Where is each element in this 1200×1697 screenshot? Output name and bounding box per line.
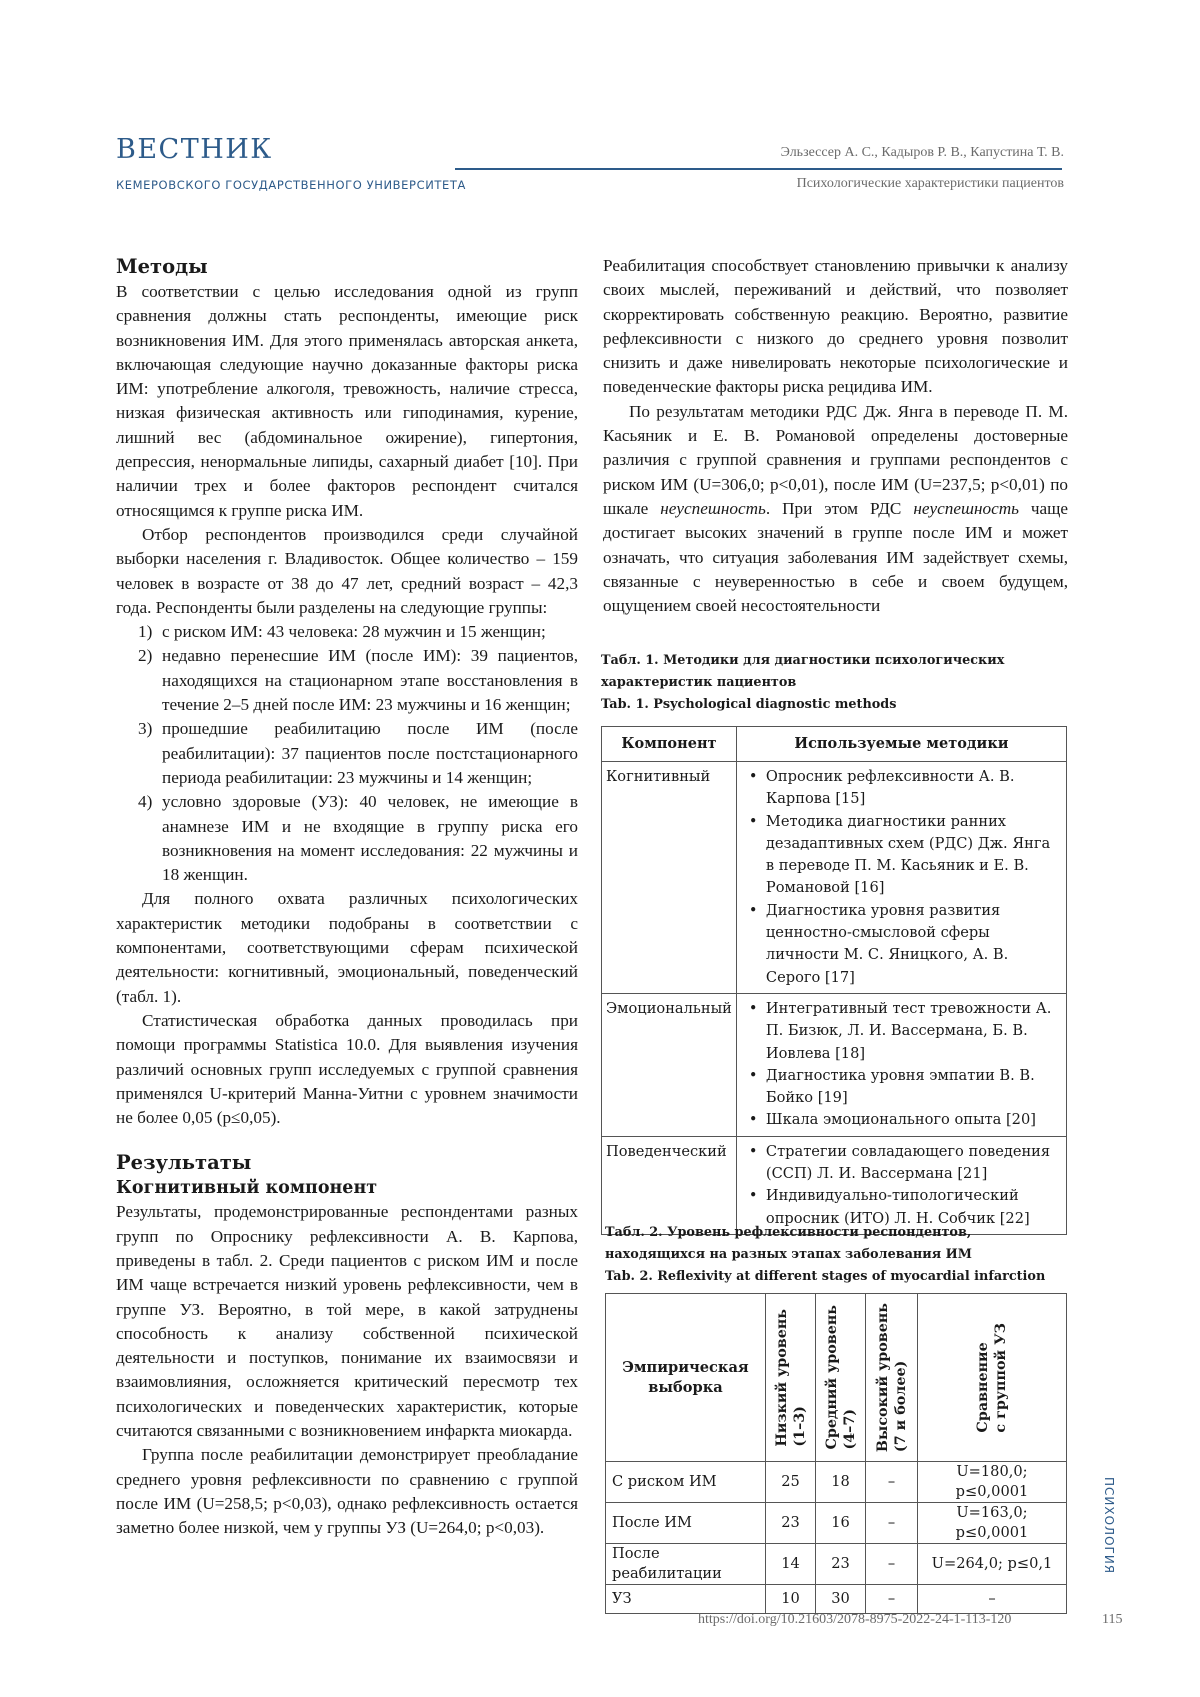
method-item: • Диагностика уровня развития ценностно-смысловой сферы личности М. С. Яницкого, А. В. Серого [17]	[745, 900, 1062, 989]
paragraph: В соответствии с целью исследования одной из групп сравнения должны стать респонденты, имеющие риск возникновения ИМ. Для этого применялась авторская анкета, включающая следующие научно доказанные факторы риска ИМ: употребление алкоголя, тревожность, наличие стресса, низкая физическая активность или гиподинамия, курение, лишний вес (абдоминальное ожирение), гипертония, депрессия, ненормальные липиды, сахарный диабет [10]. При наличии трех и более факторов респондент считался относящимся к группе риска ИМ.	[116, 282, 578, 520]
table2-caption-ru: Табл. 2. Уровень рефлексивности респондентов, находящихся на разных этапах заболевания ИМ	[605, 1225, 972, 1262]
list-number: 1)	[138, 622, 153, 642]
table2-mid: 18	[816, 1462, 866, 1503]
paragraph: Отбор респондентов производился среди случайной выборки населения г. Владивосток. Общее количество – 159 человек в возрасте от 38 до 47 лет, средний возраст – 42,3 года. Респонденты были разделены на следующие группы:	[116, 524, 578, 617]
method-item: • Опросник рефлексивности А. В. Карпова [15]	[745, 766, 1062, 811]
list-item	[116, 790, 578, 887]
table-row	[602, 993, 1067, 1136]
header-rule	[455, 168, 1062, 170]
method-item: • Стратегии совладающего поведения (ССП) Л. И. Вассермана [21]	[745, 1141, 1062, 1186]
table2-sample: После ИМ	[606, 1503, 766, 1544]
table1-methods	[736, 1136, 1066, 1234]
paragraph: Статистическая обработка данных проводилась при помощи программы Statistica 10.0. Для выявления изучения различий основных групп исследуемых с группой сравнения применялся U-критерий Манна-Уитни с уровнем значимости не более 0,05 (p≤0,05).	[116, 1010, 578, 1128]
table2-low: 25	[766, 1462, 816, 1503]
header-text: Низкий уровень (1–3)	[773, 1308, 808, 1447]
table-row	[606, 1585, 1067, 1614]
table2-high: –	[866, 1585, 918, 1614]
running-topic: Психологические характеристики пациентов	[796, 176, 1064, 191]
method-item: • Интегративный тест тревожности А. П. Бизюк, Л. И. Вассермана, Б. В. Иовлева [18]	[745, 998, 1062, 1065]
table2-header-compare	[918, 1294, 1067, 1462]
table2-mid: 16	[816, 1503, 866, 1544]
table2-sample: С риском ИМ	[606, 1462, 766, 1503]
right-column	[603, 254, 1068, 618]
table2-compare: U=264,0; p≤0,1	[918, 1544, 1067, 1585]
table2-compare: U=180,0; p≤0,0001	[918, 1462, 1067, 1503]
table2-header-sample: Эмпирическая выборка	[606, 1294, 766, 1462]
list-item	[116, 644, 578, 717]
table2-header-high	[866, 1294, 918, 1462]
table1-caption-en: Tab. 1. Psychological diagnostic methods	[601, 697, 897, 712]
table2	[605, 1293, 1067, 1614]
paragraph: Для полного охвата различных психологических характеристик методики подобраны в соответствии с компонентами, соответствующими сферам психической деятельности: когнитивный, эмоциональный, поведенческий (табл. 1).	[116, 889, 578, 1006]
paragraph: Группа после реабилитации демонстрирует преобладание среднего уровня рефлексивности по сравнению с группой после ИМ (U=258,5; p<0,03), однако рефлексивность остается заметно более низкой, чем у группы УЗ (U=264,0; p<0,03).	[116, 1445, 578, 1538]
table-row	[606, 1503, 1067, 1544]
table2-low: 10	[766, 1585, 816, 1614]
table2-high: –	[866, 1544, 918, 1585]
method-item: • Диагностика уровня эмпатии В. В. Бойко [19]	[745, 1065, 1062, 1110]
method-item: • Индивидуально-типологический опросник (ИТО) Л. Н. Собчик [22]	[745, 1185, 1062, 1230]
table2-caption	[605, 1222, 1075, 1288]
header-text: Средний уровень (4–7)	[823, 1305, 858, 1450]
left-column	[116, 254, 578, 1541]
table2-high: –	[866, 1462, 918, 1503]
table2-header-low	[766, 1294, 816, 1462]
journal-subtitle: КЕМЕРОВСКОГО ГОСУДАРСТВЕННОГО УНИВЕРСИТЕТА	[116, 178, 466, 192]
paragraph: Результаты, продемонстрированные респондентами разных групп по Опроснику рефлексивности А. В. Карпова, приведены в табл. 2. Среди пациентов с риском ИМ и после ИМ чаще встречается низкий уровень рефлексивности, чем в группе УЗ. Вероятно, в той мере, в какой затруднены способность к анализу собственной психической деятельности и поступков, понимание их взаимосвязи и взаимовлияния, осложняется критический пересмотр тех психологических и поведенческих характеристик, которые считаются связанными с возникновением инфаркта миокарда.	[116, 1202, 578, 1441]
table1-caption	[601, 650, 1071, 716]
list-number: 3)	[138, 719, 153, 739]
table-row	[602, 762, 1067, 994]
table1-methods	[736, 993, 1066, 1136]
table2-low: 23	[766, 1503, 816, 1544]
method-item: • Методика диагностики ранних дезадаптивных схем (РДС) Дж. Янга в переводе П. М. Касьяник и Е. В. Романовой [16]	[745, 811, 1062, 900]
emphasis: неуспешность	[913, 498, 1019, 518]
cognitive-heading: Когнитивный компонент	[116, 1178, 378, 1199]
list-text: прошедшие реабилитацию после ИМ (после реабилитации): 37 пациентов после постстационарного периода реабилитации: 23 мужчины и 14 женщин;	[162, 719, 578, 787]
list-text: условно здоровые (УЗ): 40 человек, не имеющие в анамнезе ИМ и не входящие в группу риска его возникновения на момент исследования: 22 мужчины и 18 женщин.	[162, 792, 578, 885]
table1-component: Когнитивный	[602, 762, 737, 994]
list-text: с риском ИМ: 43 человека: 28 мужчин и 15 женщин;	[162, 622, 546, 642]
table1	[601, 726, 1067, 1235]
list-number: 4)	[138, 792, 153, 812]
text-run: чаще достигает высоких значений в группе после ИМ и может означать, что ситуация заболевания ИМ задействует схемы, связанные с неуверенностью в себе и своем будущем, ощущением своей несостоятельности	[603, 498, 1069, 616]
table1-methods	[736, 762, 1066, 994]
journal-title: ВЕСТНИК	[116, 134, 273, 165]
text-run: . При этом РДС	[765, 498, 914, 518]
results-heading: Результаты	[116, 1151, 252, 1175]
table2-compare: –	[918, 1585, 1067, 1614]
paragraph: Реабилитация способствует становлению привычки к анализу своих мыслей, переживаний и действий, что позволяет скорректировать собственную реакцию. Вероятно, развитие рефлексивности с низкого до среднего уровня позволит снизить и даже нивелировать некоторые психологические и поведенческие факторы риска рецидива ИМ.	[603, 256, 1068, 397]
table-row	[606, 1462, 1067, 1503]
table2-sample: После реабилитации	[606, 1544, 766, 1585]
table2-sample: УЗ	[606, 1585, 766, 1614]
list-item	[116, 620, 578, 644]
header-text: Высокий уровень (7 и более)	[874, 1302, 909, 1453]
list-item	[116, 717, 578, 790]
table2-low: 14	[766, 1544, 816, 1585]
table1-component: Эмоциональный	[602, 993, 737, 1136]
table2-high: –	[866, 1503, 918, 1544]
paragraph	[603, 400, 1068, 619]
section-side-label: ПСИХОЛОГИЯ	[1102, 1477, 1116, 1575]
table2-caption-en: Tab. 2. Reflexivity at different stages of myocardial infarction	[605, 1269, 1046, 1284]
doi-link[interactable]: https://doi.org/10.21603/2078-8975-2022-24-1-113-120	[698, 1612, 1012, 1627]
emphasis: неуспешность	[660, 498, 766, 518]
table2-mid: 23	[816, 1544, 866, 1585]
table2-header-mid	[816, 1294, 866, 1462]
table1-header-component: Компонент	[602, 727, 737, 762]
running-authors: Эльзессер А. С., Кадыров Р. В., Капустина Т. В.	[780, 145, 1064, 160]
table1-component: Поведенческий	[602, 1136, 737, 1234]
methods-heading: Методы	[116, 255, 208, 278]
list-text: недавно перенесшие ИМ (после ИМ): 39 пациентов, находящихся на стационарном этапе восстановления в течение 2–5 дней после ИМ: 23 мужчины и 16 женщин;	[162, 646, 578, 715]
table2-mid: 30	[816, 1585, 866, 1614]
list-number: 2)	[138, 646, 153, 666]
table-row	[606, 1544, 1067, 1585]
method-item: • Шкала эмоционального опыта [20]	[745, 1109, 1062, 1131]
page-number: 115	[1102, 1612, 1123, 1627]
table2-compare: U=163,0; p≤0,0001	[918, 1503, 1067, 1544]
table1-header-methods: Используемые методики	[736, 727, 1066, 762]
table1-caption-ru: Табл. 1. Методики для диагностики психологических характеристик пациентов	[601, 653, 1005, 690]
text-run: По результатам методики РДС Дж. Янга в переводе П. М. Касьяник и Е. В. Романовой определены достоверные различия с группой сравнения и группами респондентов с риском ИМ (U=306,0; p<0,01), после ИМ (U=237,5; p<0,01) по шкале	[603, 401, 1068, 518]
table-row	[602, 1136, 1067, 1234]
header-text: Сравнение с группой УЗ	[975, 1322, 1009, 1433]
